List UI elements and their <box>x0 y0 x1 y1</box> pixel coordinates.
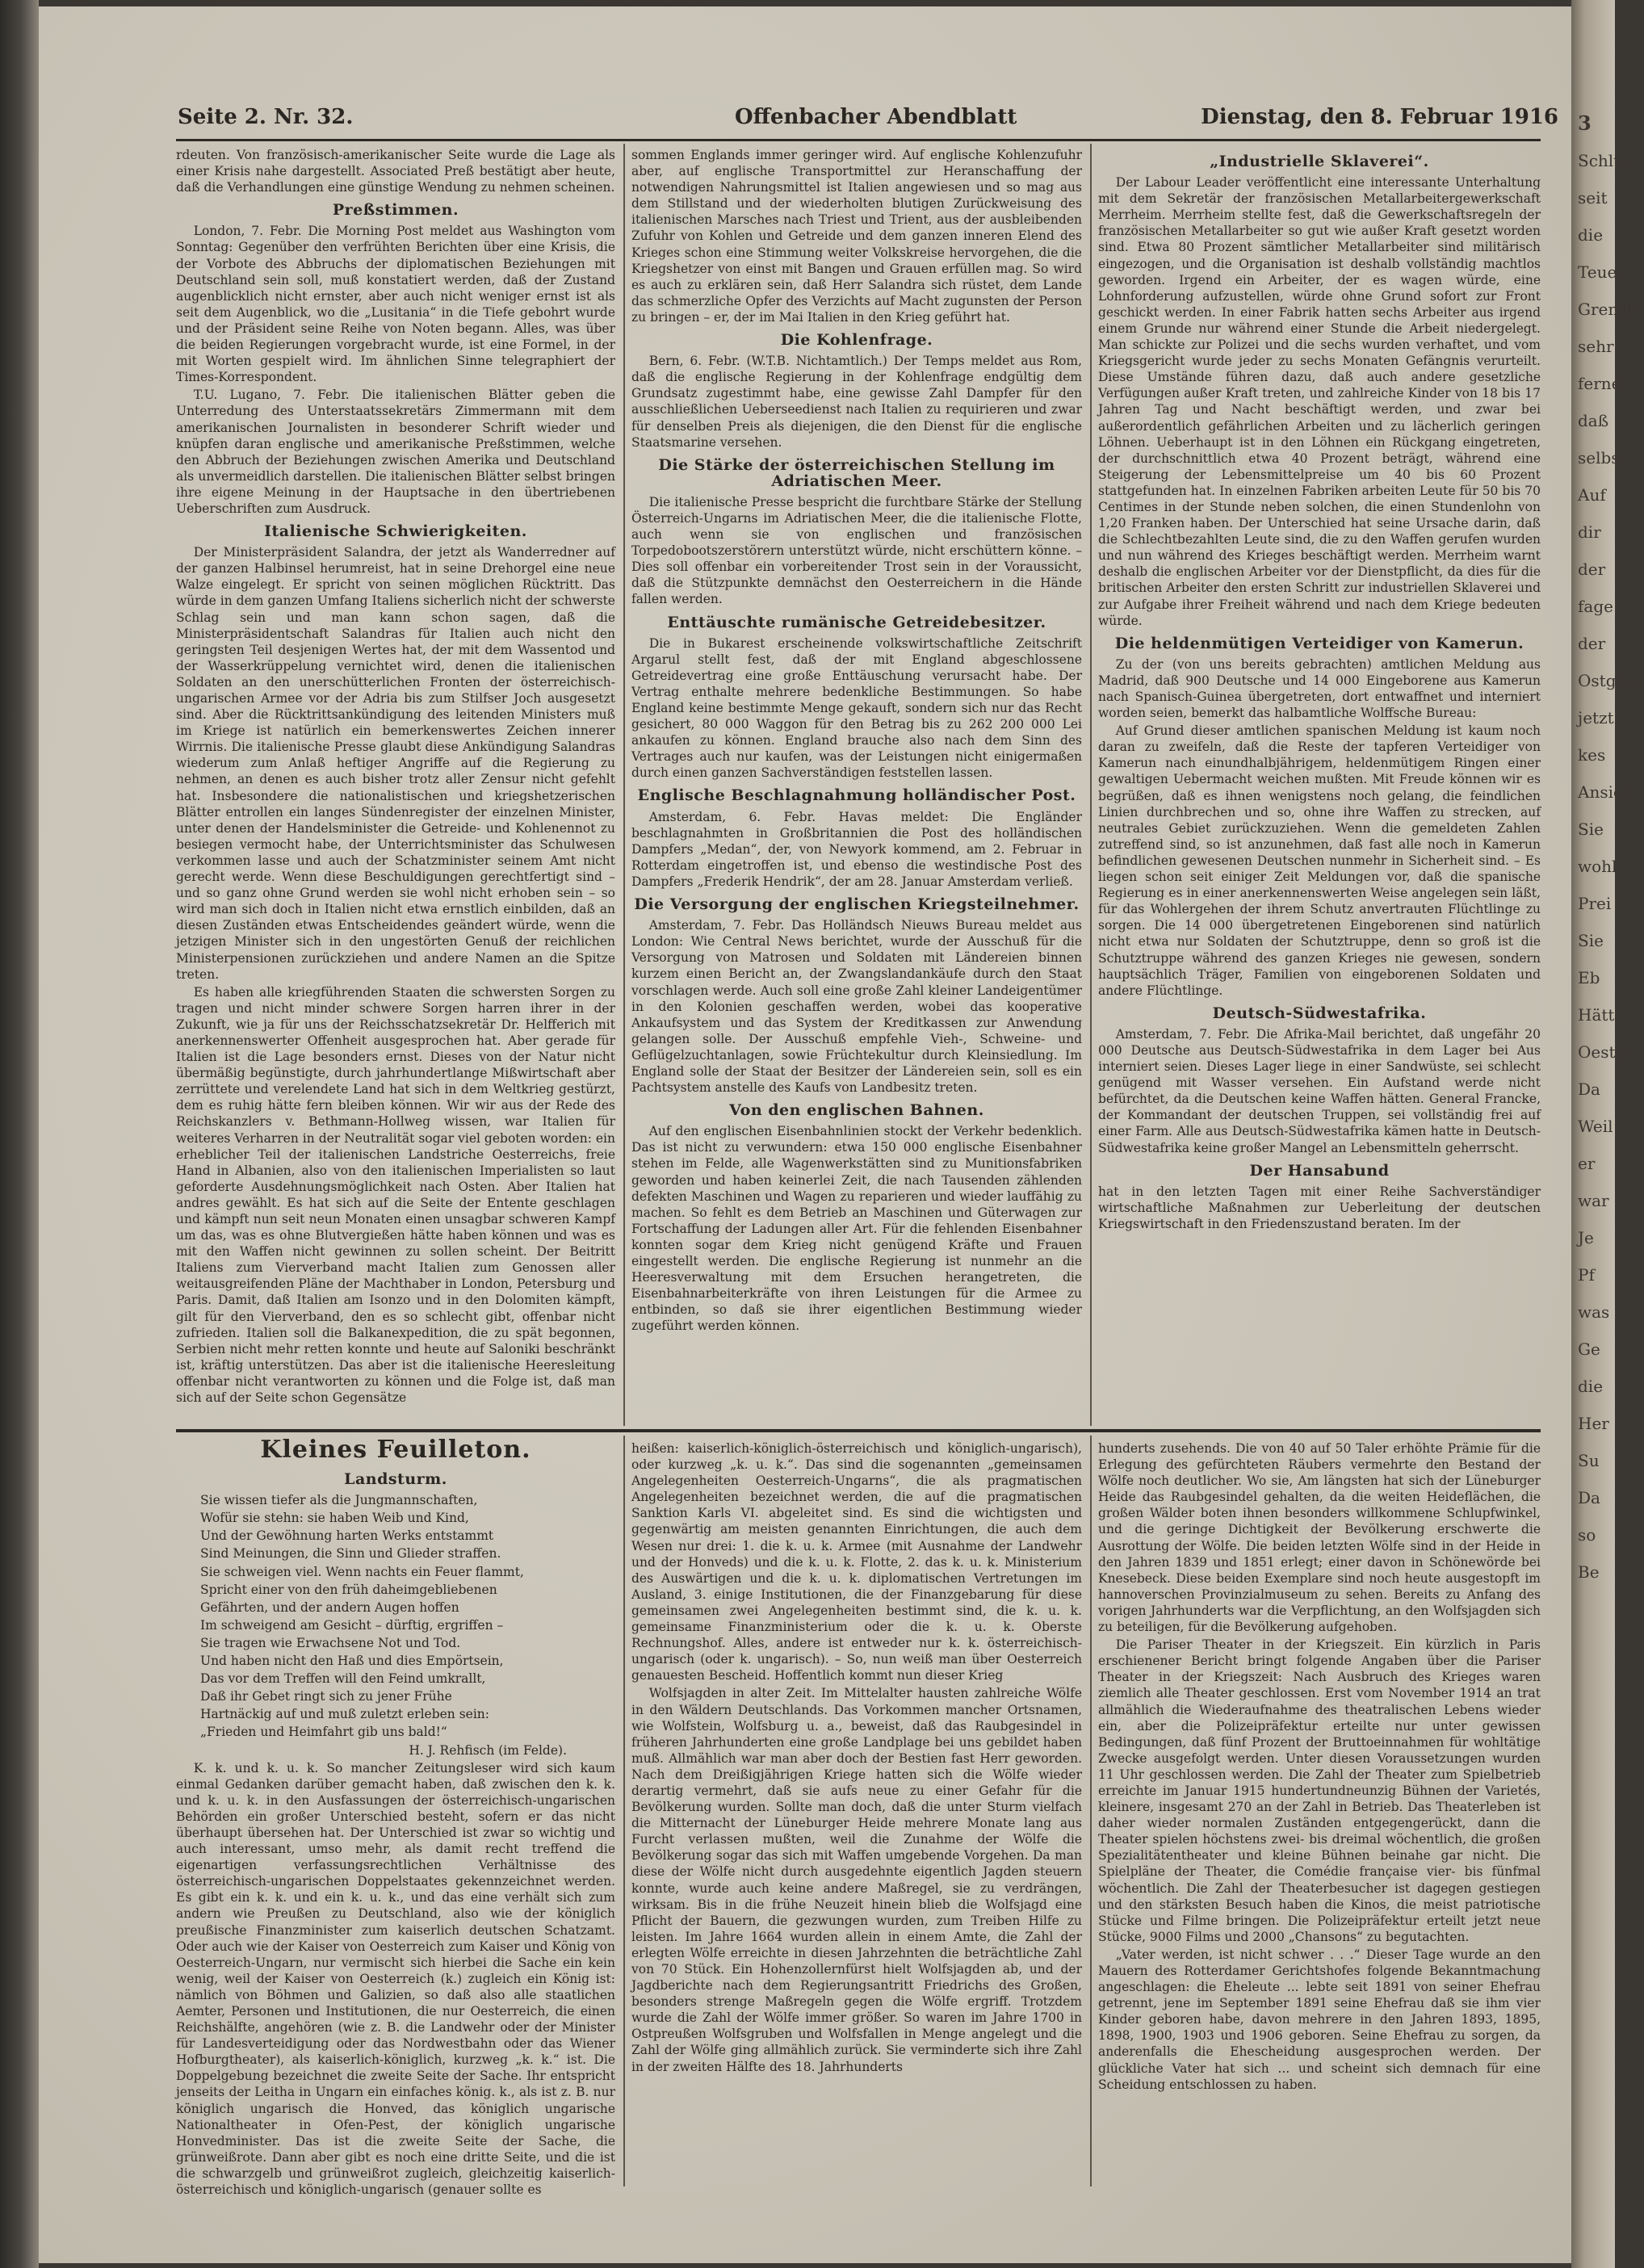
facing-page-fragment: Ge <box>1578 1339 1600 1359</box>
poem-line: Im schweigend am Gesicht – dürftig, ergriffen – <box>200 1617 504 1633</box>
heading-adria: Die Stärke der österreichischen Stellung im Adriatischen Meer. <box>658 455 1055 490</box>
column-rule-2 <box>1090 144 1092 1426</box>
feuilleton-title: Kleines Feuilleton. <box>260 1436 531 1464</box>
facing-page-fragment: Her <box>1578 1414 1609 1433</box>
facing-page-fragment: so <box>1578 1525 1596 1545</box>
article-press-1: London, 7. Febr. Die Morning Post meldet aus Washington vom Sonntag: Gegenüber den verfrühten Berichten über eine Krisis, die der Vorbote des Abbruchs der diplomatischen Beziehungen mit Deutschland sein soll, muß konstatiert werden, daß der Zustand augenblicklich nicht ernster, aber auch nicht weniger ernst ist als seit dem Augenblick, wo die „Lusitania“ in die Tiefe gebohrt wurde und der Präsident seine Reihe von Noten begann. Alles, was über die beiden Regierungen vorgebracht wurde, ist eine Formel, in der mit Worten gespielt wird. Im ähnlichen Sinne telegraphiert der Times-Korrespondent. <box>176 224 615 385</box>
heading-slavery: „Industrielle Sklaverei“. <box>1210 153 1429 170</box>
facing-page-fragment: wohl <box>1578 857 1617 876</box>
poem-line: Sie schweigen viel. Wenn nachts ein Feuer flammt, <box>200 1564 524 1579</box>
poem-line: Gefährten, und der andern Augen hoffen <box>200 1599 459 1615</box>
facing-page-fragment: Eb <box>1578 968 1600 987</box>
article-post: Amsterdam, 6. Febr. Havas meldet: Die Engländer beschlagnahmten in Großbritannien die Post des holländischen Dampfers „Medan“, der, von Newyork kommend, am 2. Februar in Rotterdam eingetroffen ist, und ebenso die westindische Post des Dampfers „Frederik Hendrik“, der am 28. Januar Amsterdam verließ. <box>631 809 1082 889</box>
facing-page-fragment: Prei <box>1578 894 1612 913</box>
feuilleton-column-2 <box>631 1440 1082 2183</box>
heading-war: Die Versorgung der englischen Kriegsteilnehmer. <box>634 895 1080 914</box>
article-father: „Vater werden, ist nicht schwer . . .“ Dieser Tage wurde an den Mauern des Rotterdamer Gerichtshofes folgende Bekanntmachung angeschlagen: die Eheleute ... lebte seit 1891 von seiner Ehefrau getrennt, jene im September 1891 seine Ehefrau daß sie ihm vier Kinder geboren habe, davon mehrere in den Jahren 1893, 1895, 1898, 1900, 1903 und 1906 geboren. Seine Ehefrau zu sorgen, da anderenfalls die Ehescheidung ausgesprochen werden. Der glückliche Vater hat sich ... und scheint sich demnach für eine Scheidung entschlossen zu haben. <box>1098 1947 1541 2092</box>
facing-page-fragment: Oester <box>1578 1042 1633 1062</box>
facing-page-fragment: Da <box>1578 1080 1600 1099</box>
article-italy-2: Es haben alle kriegführenden Staaten die schwersten Sorgen zu tragen und nicht minder schwere Sorgen harren ihrer in der Zukunft, wie ja für uns der Reichsschatzsekretär Dr. Helfferich mit anerkennenswerter Offenheit ausgesprochen hat. Aber gerade für Italien ist die Lage besonders ernst. Dieses von der Natur nicht übermäßig begünstigte, durch jahrhundertlange Mißwirtschaft aber zerrüttete und verelendete Land hat sich in dem Weltkrieg gestürzt, dem es ruhig hätte fern bleiben können. Wir wir aus der Rede des Reichskanzlers v. Bethmann-Hollweg wissen, war Italien für weiteres Verharren in der Neutralität sogar viel geboten worden: ein erheblicher Teil der italienischen Landstriche Oesterreichs, freie Hand in Albanien, also von den italienischen Imperialisten so laut geforderte Ausdehnungsmöglichkeit nach Osten. Aber Italien hat andres gewählt. Es hat sich auf die Seite der Entente geschlagen und kämpft nun seit neun Monaten einen unsagbar schweren Kampf um das, was es ohne Blutvergießen hätte haben können und was es mit den Waffen nicht gewinnen zu sollen scheint. Der Beitritt Italiens zum Vierverband macht Italien zum Genossen aller weitausgreifenden Pläne der Machthaber in London, Petersburg und Paris. Damit, daß Italien am Isonzo und in den Dolomiten kämpft, gilt für den Vierverband, den es so schlecht gibt, offenbar nicht zufrieden. Italien soll die Balkanexpedition, die zu spät begonnen, Serbien nicht mehr retten konnte und heute auf Saloniki beschränkt ist, kräftig unterstützen. Das aber ist die italienische Heeresleitung offenbar nicht verantworten zu können und die Folge ist, daß man sich auf der Seite schon Gegensätze <box>176 984 615 1406</box>
heading-coal: Die Kohlenfrage. <box>780 331 933 350</box>
facing-page-fragment: Je <box>1578 1228 1594 1247</box>
article-kamerun-2: Auf Grund dieser amtlichen spanischen Meldung ist kaum noch daran zu zweifeln, daß die Reste der tapferen Verteidiger von Kamerun nach einundhalbjährigem, heldenmütigem Ringen einer gewaltigen Uebermacht weichen mußten. Mit Freude können wir es begrüßen, daß es ihnen wenigstens noch gelang, die feindlichen Linien durchbrechen und so, ohne ihre Waffen zu strecken, auf neutrales Gebiet zurückzuziehen. Wenn die gemeldeten Zahlen zutreffend sind, so ist anzunehmen, daß fast alle noch in Kamerun befindlichen gewesenen Deutschen nunmehr in Sicherheit sind. – Es liegen schon seit einiger Zeit Meldungen vor, daß die spanische Regierung es in einer anerkennenswerten Weise angelegen sein läßt, für das Wohlergehen der ihrem Schutz anvertrauten Flüchtlinge zu sorgen. Die 14 000 übergetretenen Eingeborenen sind natürlich nicht etwa nur Soldaten der Schutztruppe, denn so groß ist die Schutztruppe während des ganzen Krieges nie gewesen, sondern hauptsächlich Träger, Familien von eingeborenen Soldaten und andere Flüchtlinge. <box>1098 723 1541 998</box>
article-southwest: Amsterdam, 7. Febr. Die Afrika-Mail berichtet, daß ungefähr 20 000 Deutsche aus Deutsch-Südwestafrika in dem Lager bei Aus interniert seien. Dieses Lager liege in einer Sandwüste, sei schlecht genügend mit Wasser versehen. Ein Aufstand werde nicht befürchtet, da die Deutschen keine Waffen hätten. General Francke, der Kommandant der deutschen Truppen, sei vollständig frei auf einer Farm. Alle aus Deutsch-Südwestafrika kämen hatte in Deutsch-Südwestafrika keine großer Mangel an Lebensmitteln geherrscht. <box>1098 1026 1541 1155</box>
facing-page-fragments <box>1571 142 1644 1591</box>
facing-page-fragment: fage <box>1578 597 1613 616</box>
facing-page-fragment: dir <box>1578 522 1601 542</box>
facing-page-fragment: er <box>1578 1154 1596 1173</box>
article-war: Amsterdam, 7. Febr. Das Holländsch Nieuws Bureau meldet aus London: Wie Central News berichtet, wurde der Ausschuß für die Versorgung von Matrosen und Soldaten mit Ländereien binnen kurzem einen Bericht an, der Zwangslandankäufe durch den Staat vorschlagen werde. Auch soll eine große Zahl kleiner Landeigentümer in den Kolonien geschaffen werden, wobei das kooperative Ankaufsystem und das System der Kreditkassen zur Anwendung gelangen solle. Der Ausschuß empfehle Vieh-, Schweine- und Geflügelzuchtanlagen, sowie Früchtekultur durch Kleinsiedlung. Im England solle der Staat der Besitzer der Ländereien sein, soll es ein Pachtsystem anstelle des Kaufs von Landbesitz treten. <box>631 918 1082 1096</box>
poem-line: Und der Gewöhnung harten Werks entstammt <box>200 1528 494 1544</box>
facing-page-fragment: die <box>1578 225 1604 245</box>
facing-page-fragment: der <box>1578 560 1606 579</box>
facing-page-fragment: der <box>1578 634 1606 653</box>
facing-page-fragment: sehr <box>1578 337 1614 356</box>
facing-page-fragment: war <box>1578 1191 1609 1210</box>
facing-page-fragment: Ostgren <box>1578 671 1644 690</box>
heading-rail: Von den englischen Bahnen. <box>729 1101 984 1120</box>
heading-hansa: Der Hansabund <box>1249 1161 1390 1180</box>
facing-page-edge <box>1571 0 1644 2268</box>
heading-italy: Italienische Schwierigkeiten. <box>264 522 527 541</box>
article-wolves: Wolfsjagden in alter Zeit. Im Mittelalter hausten zahlreiche Wölfe in den Wäldern Deutschlands. Das Vorkommen mancher Ortsnamen, wie Wolfstein, Wolfsburg u. a., beweist, daß das Raubgesindel in früheren Jahrhunderten eine große Landplage bei uns gebildet haben muß. Allmählich war man aber doch der Bestien fast Herr geworden. Nach dem Dreißigjährigen Kriege hatten sich die Wölfe wieder derartig vermehrt, daß sie aufs neue zu einer Gefahr für die Bevölkerung wurden. Sollte man doch, daß die unter Sturm vielfach die Mitternacht der Lüneburger Heide mehrere Monate lang aus Furcht verlassen mußten, weil die Zunahme der Wölfe die Bevölkerung sogar das sich mit Waffen umgebende Vorgehen. Da man diese der Wölfe nicht durch ausgedehnte eigentlich Jagden steuern konnte, wurde auch keine andere Maßregel, sie zu verdrängen, wirksam. Bis in die frühe Neuzeit hinein blieb die Wolfsjagd eine Pflicht der Bauern, die gezwungen wurden, zum Treiben Hilfe zu leisten. Im Jahre 1664 wurden allein in einem Amte, die Zahl der erlegten Wölfe erreichte in diesen Jahrzehnten die beträchtliche Zahl von 70 Stück. Ein Hohenzollernfürst hielt Wolfsjagden ab, und der Jagdberichte nach dem Regierungsantritt Friedrichs des Großen, besonders strenge Maßregeln gegen die Wölfe ergriff. Trotzdem wurde die Zahl der Wölfe immer größer. So waren im Jahre 1700 in Ostpreußen Wolfsgruben und Wolfsfallen in Menge angelegt und die Zahl der Wölfe ging allmählich zurück. Sie verminderte sich ihre Zahl in der zweiten Hälfte des 18. Jahrhunderts <box>631 1686 1082 2074</box>
poem-line: Daß ihr Gebet ringt sich zu jener Frühe <box>200 1689 452 1704</box>
issue-date: Dienstag, den 8. Februar 1916 <box>1201 105 1558 129</box>
section-divider-rule <box>176 1429 1541 1432</box>
facing-page-fragment: die <box>1578 1377 1604 1396</box>
facing-page-fragment: Sie <box>1578 820 1604 839</box>
poem-line: Sie wissen tiefer als die Jungmannschaften, <box>200 1493 478 1508</box>
heading-press: Preßstimmen. <box>332 201 459 220</box>
facing-page-fragment: Schlus <box>1578 151 1633 170</box>
intro-paragraph: rdeuten. Von französisch-amerikanischer Seite wurde die Lage als einer Krisis nahe dargestellt. Associated Preß bestätigt aber heute, daß die Verhandlungen eine günstige Wendung zu nehmen scheinen. <box>176 148 615 195</box>
facing-page-fragment: Be <box>1578 1562 1600 1582</box>
article-press-2: T.U. Lugano, 7. Febr. Die italienischen Blätter geben die Unterredung des Unterstaatssekretärs Zimmermann mit dem amerikanischen Journalisten in besonderer Schrift wieder und knüpfen daran englische und amerikanische Preßstimmen, welche den Abbruch der Beziehungen zwischen Amerika und Deutschland als unvermeidlich darstellen. Die italienischen Blätter selbst bringen ihre eigene Meinung in der Hauptsache in den übertriebenen Ueberschriften zum Ausdruck. <box>176 388 615 516</box>
article-grain: Die in Bukarest erscheinende volkswirtschaftliche Zeitschrift Argarul stellt fest, daß der mit England abgeschlossene Getreidevertrag eine große Enttäuschung verursacht habe. Der Vertrag enthalte mehrere bedenkliche Bestimmungen. So habe England keine bestimmte Menge gekauft, sondern sich nur das Recht gesichert, 80 000 Waggon für den Betrag bis zu 262 200 000 Lei ankaufen zu können. England brauche also nach dem Sinn des Vertrages auch nur kaufen, was der Leistungen nicht einigermaßen durch einen ganzen Sachverständigen feststellen lassen. <box>631 635 1082 781</box>
poem-line: Wofür sie stehn: sie haben Weib und Kind, <box>200 1511 469 1526</box>
article-wolves-cont: hunderts zusehends. Die von 40 auf 50 Taler erhöhte Prämie für die Erlegung des gefürchteten Räubers vermehrte den Bestand der Wölfe noch deutlicher. Wo sie, Am längsten hat sich der Lüneburger Heide das Raubgesindel gehalten, da die weiten Heideflächen, die großen Wälder boten ihnen besonders willkommene Schlupfwinkel, und die geringe Dichtigkeit der Bevölkerung erschwerte die Ausrottung der Wölfe. Die beiden letzten Wölfe sind in der Heide in den Jahren 1839 und 1851 erlegt; einer davon in Schönewörde bei Knesebeck. Diese beiden Exemplare sind noch heute ausgestopft im hannoverschen Provinzialmuseum zu sehen. Bereits zu Anfang des vorigen Jahrhunderts war die Verpflichtung, an den Wolfsjagden sich zu beteiligen, für die Bevölkerung aufgehoben. <box>1098 1441 1541 1635</box>
facing-page-fragment: Teuer <box>1578 262 1625 282</box>
facing-page-fragment: kes <box>1578 745 1606 765</box>
article-rail: Auf den englischen Eisenbahnlinien stockt der Verkehr bedenklich. Das ist nicht zu verwundern: etwa 150 000 englische Eisenbahner stehen im Felde, alle Wagenwerkstätten sind zu Munitionsfabriken geworden und haben keinerlei Zeit, die nach Tausenden zählenden defekten Maschinen und Wagen zu reparieren und wieder lauffähig zu machen. So fehlt es dem Betrieb an Maschinen und Güterwagen zur Fortschaffung der Ladungen aller Art. Für die fehlenden Eisenbahner konnten sogar dem Krieg nicht genügend Kräfte und Frauen eingestellt werden. Die englische Regierung ist nunmehr an die Heeresverwaltung mit dem Ersuchen herangetreten, die Eisenbahnarbeiterkräfte von ihren Leistungen für die Armee zu entbinden, so daß sie ihrer eigentlichen Bestimmung wieder zugeführt werden können. <box>631 1124 1082 1334</box>
article-adria: Die italienische Presse bespricht die furchtbare Stärke der Stellung Österreich-Ungarns im Adriatischen Meer, die die italienische Flotte, auch wenn sie von englischen und französischen Torpedobootszerstörern unterstützt würde, nicht erschüttern könne. – Dies soll offenbar ein vorbereitender Trost sein in der Voraussicht, daß die Stützpunkte demnächst den Oesterreichern in die Hände fallen werden. <box>631 494 1082 607</box>
column-1 <box>176 147 615 1423</box>
facing-page-fragment: Da <box>1578 1488 1600 1507</box>
heading-kamerun: Die heldenmütigen Verteidiger von Kamerun. <box>1114 634 1524 652</box>
article-slavery: Der Labour Leader veröffentlicht eine interessante Unterhaltung mit dem Sekretär der französischen Metallarbeitergewerkschaft Merrheim. Merrheim stellte fest, daß die Gewerkschaftsregeln der französischen Metallarbeiter so gut wie außer Kraft gesetzt worden sind. Etwa 80 Prozent sämtlicher Metallarbeiter sind militärisch eingezogen, und die Organisation ist deshalb vollständig machtlos geworden. Irgend ein Arbeiter, der es wagen würde, eine Lohnforderung aufzustellen, würde ohne Grund sofort zur Front geschickt werden. In einer Fabrik hatten sechs Arbeiter aus irgend einem Grunde nur während einer Stunde die Arbeit niedergelegt. Man schickte zur Polizei und die sechs wurden verhaftet, und vom Kriegsgericht wurde jeder zu sechs Monaten Gefängnis verurteilt. Diese Umstände führen dazu, daß auch andere gesetzliche Verfügungen außer Kraft treten, und zahlreiche Kinder von 18 bis 17 Jahren Tag und Nacht beschäftigt werden, und zwar bei außerordentlich gefährlichen Arbeiten und zu lächerlich geringen Löhnen. Ueberhaupt ist in den Löhnen ein Rückgang eingetreten, der durchschnittlich etwa 40 Prozent beträgt, während eine Steigerung der Lebensmittelpreise um 40 bis 60 Prozent stattgefunden hat. In einzelnen Fabriken arbeiten Leute für 50 bis 70 Centimes in der Stunde neben solchen, die einen Stundenlohn von 1,20 Franken haben. Der Unterschied hat seine Ursache darin, daß die Schlechtbezahlten Leute sind, die zu den Waffen gerufen wurden und nun während des Krieges beschäftigt werden. Merrheim warnt deshalb die englischen Arbeiter vor der Dienstpflicht, da dies für die britischen Arbeiter den ersten Schritt zur industriellen Sklaverei und zur Aufgabe ihrer Freiheit während und nach dem Kriege bedeuten würde. <box>1098 175 1541 628</box>
poem-line: Und haben nicht den Haß und dies Empörtsein, <box>200 1654 504 1669</box>
article-coal: Bern, 6. Febr. (W.T.B. Nichtamtlich.) Der Temps meldet aus Rom, daß die englische Regierung in der Kohlenfrage endgültig dem Grundsatz zugestimmt habe, eine gewisse Zahl Dampfer für den ausschließlichen Ueberseedienst nach Italien zu requirieren und zwar für denselben Preis als diejenigen, die den Dienst für die englische Staatsmarine versehen. <box>631 354 1082 450</box>
column-2 <box>631 147 1082 1423</box>
poem-line: Das vor dem Treffen will den Feind umkrallt, <box>200 1671 486 1687</box>
article-paris-theater: Die Pariser Theater in der Kriegszeit. Ein kürzlich in Paris erschienener Bericht bringt folgende Angaben über die Pariser Theater in der Kriegszeit: Nach Ausbruch des Krieges waren ziemlich alle Theater geschlossen. Erst vom November 1914 an trat allmählich die Wiederaufnahme des theatralischen Lebens wieder ein, aber die Polizeipräfektur erteilte nur unter gewissen Bedingungen, daß fünf Prozent der Bruttoeinnahmen für wohltätige Zwecke ausgefolgt werden. Unter diesen Voraussetzungen wurden 11 Uhr geschlossen werden. Die Zahl der Theater zum Spielbetrieb erreichte im Januar 1915 hundertundneunzig Bühnen der Varietés, kleinere, insgesamt 270 an der Zahl in Betrieb. Das Theaterleben ist daher wieder normalen Zuständen entgegengerückt, dann die Theater spielen höchstens zwei- bis dreimal wöchentlich, die großen Spezialitätentheater und kleine Bühnen beinahe gar nicht. Die Spielpläne der Theater, die Comédie française vier- bis fünfmal wöchentlich. Die Zahl der Theaterbesucher ist dagegen gestiegen und den stärksten Besuch haben die Kinos, die meist patriotische Stücke und Filme bringen. Die Polizeipräfektur erteilt jetzt neue Stücke, 9000 Films und 2000 „Chansons“ zu begutachten. <box>1098 1637 1541 1944</box>
facing-page-fragment: Auf <box>1578 485 1606 505</box>
feuilleton-column-1 <box>176 1436 615 2198</box>
article-italy-1: Der Ministerpräsident Salandra, der jetzt als Wanderredner auf der ganzen Halbinsel herumreist, hat in seine Drehorgel eine neue Walze eingelegt. Er spricht von seinen möglichen Rücktritt. Das würde in dem ganzen Umfang Italiens sicherlich nicht der schwerste Schlag sein und man kann schon sagen, daß die Ministerpräsidentschaft Salandras für Italien auch nicht den geringsten Teil desjenigen Wertes hat, der mit dem Wassentod und der Wasserkrüppelung vernichtet wird, denen die italienischen Soldaten an den unerschütterlichen Fronten der österreichisch-ungarischen Armee vor der Adria bis zum Stilfser Joch ausgesetzt sind. Aber die Rücktrittsankündigung des leitenden Ministers muß im Kriege ist natürlich ein bemerkenswertes Zeichen innerer Wirrnis. Die italienische Presse glaubt diese Ankündigung Salandras wiederum zum Anlaß heftiger Angriffe auf die Regierung zu nehmen, an denen es auch bisher trotz aller Zensur nicht gefehlt hat. Insbesondere die nationalistischen und kriegshetzerischen Blätter entrollen ein langes Sündenregister der einzelnen Minister, unter denen der Handelsminister die Getreide- und Kohlenennot zu besiegen vermocht habe, der Unterrichtsminister das Schulwesen verkommen lasse und auch der Schatzminister seinem Amt nicht gerecht werde. Wenn diese Beschuldigungen gerechtfertigt sind – und so ganz ohne Grund werden sie wohl nicht erhoben sein – so wird man sich doch in Italien nicht etwa ernstlich einbilden, daß an diesen Zuständen etwas Entscheidendes geändert würde, wenn die jetzigen Minister sich in den ungestörten Genuß der reichlichen Ministerpensionen zurückziehen und andere Namen an die Spitze treten. <box>176 545 615 982</box>
facing-page-fragment: daß <box>1578 411 1609 430</box>
column-3 <box>1098 147 1541 1423</box>
article-kamerun-1: Zu der (von uns bereits gebrachten) amtlichen Meldung aus Madrid, daß 900 Deutsche und 14 000 Eingeborene aus Kamerun nach Spanisch-Guinea übergetreten, dort entwaffnet und interniert worden seien, bemerkt das halbamtliche Wolffsche Bureau: <box>1098 656 1541 721</box>
facing-page-fragment: Pf <box>1578 1265 1595 1285</box>
poem-line: Spricht einer von den früh daheimgebliebenen <box>200 1582 497 1597</box>
article-italy-cont: sommen Englands immer geringer wird. Auf englische Kohlenzufuhr aber, auf englische Transportmittel zur Heranschaffung der notwendigen Nahrungsmittel ist Italien angewiesen und so mag aus dem Stillstand und der wiederholten blutigen Zurückweisung des italienischen Marsches nach Triest und Trient, aus der ausbleibenden Zufuhr von Kohlen und Getreide und dem ganzen inneren Elend des Krieges schon eine Stimmung weiter Volkskreise hervorgehen, die die Kriegshetzer von einst mit Bangen und Grauen erfüllen mag. So wird es auch zu erklären sein, daß Herr Salandra sich rüstet, dem Lande das schmerzliche Opfer des Verzichts auf Macht zugunsten der Person zu bringen – er, der im Mai Italien in den Krieg geführt hat. <box>631 148 1082 325</box>
column-rule-3 <box>623 1436 625 2186</box>
facing-page-fragment: Sie <box>1578 931 1604 950</box>
facing-page-number: 3 <box>1578 111 1592 135</box>
facing-page-fragment: Su <box>1578 1451 1600 1470</box>
poem-line: „Frieden und Heimfahrt gib uns bald!“ <box>200 1725 447 1740</box>
facing-page-fragment: Hätt <box>1578 1005 1615 1025</box>
facing-page-fragment: jetzt <box>1578 708 1614 727</box>
column-rule-1 <box>623 144 625 1426</box>
facing-page-fragment: seit <box>1578 188 1608 208</box>
facing-page-fragment: Ansich <box>1578 782 1634 802</box>
page-info: Seite 2. Nr. 32. <box>178 105 354 129</box>
poem-line: Sie tragen wie Erwachsene Not und Tod. <box>200 1635 461 1650</box>
heading-southwest: Deutsch-Südwestafrika. <box>1212 1004 1427 1022</box>
newspaper-title: Offenbacher Abendblatt <box>735 105 1017 129</box>
facing-page-fragment: ferner <box>1578 374 1629 393</box>
facing-page-fragment: Grenzb <box>1578 300 1638 319</box>
poem-title: Landsturm. <box>344 1470 447 1489</box>
heading-grain: Enttäuschte rumänische Getreidebesitzer. <box>667 613 1046 631</box>
poem-lines <box>176 1492 615 1740</box>
facing-page-fragment: was <box>1578 1302 1610 1322</box>
article-hansa: hat in den letzten Tagen mit einer Reihe Sachverständiger wirtschaftliche Maßnahmen zur Ueberleitung der deutschen Kriegswirtschaft in den Friedenszustand beraten. Im der <box>1098 1184 1541 1231</box>
poem-line: Sind Meinungen, die Sinn und Glieder straffen. <box>200 1546 501 1562</box>
book-binding <box>0 0 39 2268</box>
facing-page-fragment: Weil <box>1578 1117 1613 1136</box>
feuilleton-column-3 <box>1098 1440 1541 2183</box>
poem-line: Hartnäckig auf und muß zuletzt erleben sein: <box>200 1707 489 1722</box>
heading-post: Englische Beschlagnahmung holländischer Post. <box>637 786 1076 805</box>
article-kuk: K. k. und k. u. k. So mancher Zeitungsleser wird sich kaum einmal Gedanken darüber gemacht haben, daß zwischen den k. k. und k. u. k. in den Ausfassungen der österreichisch-ungarischen Behörden ein großer Unterschied besteht, sofern er das nicht überhaupt übersehen hat. Der Unterschied ist zwar so wichtig und auch interessant, umso mehr, als damit recht treffend die eigenartigen verfassungsrechtlichen Verhältnisse des österreichisch-ungarischen Doppelstaates gekennzeichnet werden. Es gibt ein k. k. und ein k. u. k., und das eine verhält sich zum andern wie Preußen zu Deutschland, also wie der königlich preußische Finanzminister zum kaiserlich deutschen Schatzamt. Oder auch wie der Kaiser von Oesterreich zum Kaiser und König von Oesterreich-Ungarn, nur vermischt sich hierbei die Sache ein kein wenig, weil der Kaiser von Oesterreich (k.) zugleich ein König ist: nämlich von Böhmen und Galizien, so daß also alle staatlichen Aemter, Personen und Institutionen, die nur Oesterreich, die einen Reichshälfte, angehören (wie z. B. die Landwehr oder der Minister für Landesverteidigung oder das Nordwestbahn oder das Wiener Hofburgtheater), als kaiserlich-königlich, kurzweg „k. k.“ ist. Die Doppelgebung bezeichnet die zweite Seite der Sache. Ihr entspricht jenseits der Leitha in Ungarn ein einfaches könig. k., als ist z. B. nur königlich ungarisch die Honved, das königlich ungarische Nationaltheater in Ofen-Pest, der königlich ungarische Honvedminister. Das ist die zweite Seite der Sache, die grünweißrote. Dann aber gibt es noch eine dritte Seite, und die ist die schwarzgelb und grünweißrot zugleich, gleichzeitig kaiserlich-österreichisch und königlich-ungarisch (genauer sollte es <box>176 1760 615 2198</box>
masthead-rule <box>176 139 1541 141</box>
article-kuk-cont: heißen: kaiserlich-königlich-österreichisch und königlich-ungarisch), oder kurzweg „k. u. k.“. Das sind die sogenannten „gemeinsamen Angelegenheiten Oesterreich-Ungarns“, die als pragmatischen Angelegenheiten bezeichnet werden, die auf die pragmatischen Sanktion Karls VI. abgeleitet sind. Es sind die wichtigsten und gegenwärtig am meisten genannten Einrichtungen, die auch dem Wesen nur drei: 1. die k. u. k. Armee (mit Ausnahme der Landwehr und der Honveds) und die k. u. k. Flotte, 2. das k. u. k. Ministerium des Auswärtigen und die k. u. k. diplomatischen Vertretungen im Ausland, 3. einige Institutionen, die der Finanzgebarung für diese gemeinsamen zwei Angelegenheiten bestimmt sind, die k. u. k. gemeinsame Finanzministerium oder die k. u. k. Oberste Rechnungshof. Alles, andere ist entweder nur k. k. österreichisch-ungarisch (oder k. ungarisch). – So, nun weiß man über Oesterreich genauesten Bescheid. Hoffentlich kommt nun dieser Krieg <box>631 1441 1082 1683</box>
masthead <box>137 105 1558 134</box>
poem-author: H. J. Rehfisch (im Felde). <box>409 1742 567 1758</box>
facing-page-fragment: selbst <box>1578 448 1626 467</box>
column-rule-4 <box>1090 1436 1092 2186</box>
